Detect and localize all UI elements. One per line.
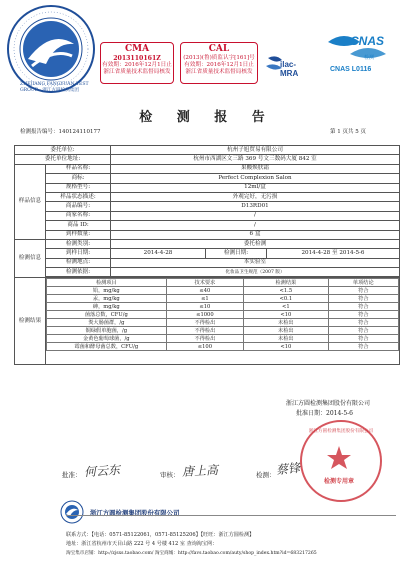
sample-value: /: [111, 221, 400, 230]
footer-contact: 联系方式：【电话：0571-85122061，0571-85125206】【旺旺：浙江方圆检测】: [66, 532, 255, 538]
test-type-value: 委托检测: [111, 239, 400, 248]
sample-row: [15, 164, 400, 173]
report-title: 检 测 报 告: [139, 110, 275, 125]
logo-ring-text: ZHEJIANG FANGYUAN TEST GROUP · 浙江方圆检测集团: [20, 82, 89, 93]
report-number-label: 检测报告编号：: [20, 129, 59, 135]
ilac-mra-logo: ilac-MRA: [262, 52, 314, 78]
results-cell-item: 金黄色葡萄球菌，/g: [47, 335, 167, 343]
results-data-row: [47, 343, 399, 351]
sample-label: 样品名称:: [46, 164, 111, 173]
report-number-line: [20, 127, 101, 135]
results-cell-result: <1: [244, 303, 328, 311]
client-addr-label: 委托单位地址:: [15, 155, 111, 164]
test-date-value: 2014-4-28 至 2014-5-6: [267, 249, 400, 258]
report-number: 140124110177: [58, 129, 101, 135]
results-cell-conclusion: 符合: [328, 303, 398, 311]
results-data-row: [47, 311, 399, 319]
sample-row: [15, 230, 400, 239]
client-addr-row: [15, 155, 400, 164]
results-cell-conclusion: 符合: [328, 343, 398, 351]
results-cell-item: 霉菌和酵母菌总数，CFU/g: [47, 343, 167, 351]
results-cell-requirement: ≤1000: [166, 311, 243, 319]
sample-label: 样品状态描述:: [46, 192, 111, 201]
sample-value: 12ml/盒: [111, 183, 400, 192]
approval-date-line: [296, 408, 353, 417]
results-cell-conclusion: 符合: [328, 335, 398, 343]
test-place-value: 本实验室: [111, 258, 400, 267]
results-cell-conclusion: 符合: [328, 327, 398, 335]
results-header-row: [47, 279, 399, 287]
client-value: 杭州子旭贸易有限公司: [111, 146, 400, 155]
results-cell-result: <10: [244, 343, 328, 351]
page-info: 第 1 页共 5 页: [330, 129, 366, 135]
tester-label: 检测：: [256, 471, 276, 479]
test-info-row: [15, 258, 400, 267]
client-row: [15, 146, 400, 155]
results-cell-result: <10: [244, 311, 328, 319]
official-stamp: [300, 420, 382, 502]
fangyuan-logo: [6, 4, 96, 94]
test-basis-label: 检测依据:: [46, 268, 111, 277]
sample-label: 商家名称:: [46, 211, 111, 220]
client-addr-value: 杭州市西湖区文三路 369 号文三数码大厦 842 室: [111, 155, 400, 164]
results-cell-requirement: ≤1: [166, 295, 243, 303]
test-place-label: 检测地点:: [46, 258, 111, 267]
results-cell-conclusion: 符合: [328, 319, 398, 327]
results-cell-result: <1.5: [244, 287, 328, 295]
results-cell-result: 未检出: [244, 327, 328, 335]
results-cell-item: 铜绿假单胞菌，/g: [47, 327, 167, 335]
results-cell-requirement: 不得检出: [166, 319, 243, 327]
sample-label: 商标:: [46, 174, 111, 183]
results-header: 检测项目: [47, 279, 167, 287]
sample-value: /: [111, 211, 400, 220]
footer-divider: [66, 515, 396, 516]
results-cell-item: 菌落总数，CFU/g: [47, 311, 167, 319]
results-table: [46, 278, 399, 351]
reviewer-signature: 唐上高: [181, 463, 219, 479]
sample-section-label: 样品信息: [15, 164, 46, 239]
stamp-center-text: 检测专用章: [323, 478, 354, 485]
sample-row: [15, 221, 400, 230]
footer-address: 地址：浙江省杭州市天目山路 222 号 4 号楼 412 室 查询淘宝网：: [66, 541, 218, 547]
results-section-label: 检测结果: [15, 278, 46, 365]
sample-label: 商品编号:: [46, 202, 111, 211]
results-cell-item: 汞，mg/kg: [47, 295, 167, 303]
sample-label: 到样数量:: [46, 230, 111, 239]
report-table: [14, 145, 400, 365]
results-cell-conclusion: 符合: [328, 295, 398, 303]
test-info-section-label: 检测信息: [15, 239, 46, 278]
test-basis-value: 化妆品卫生规范（2007 版）: [111, 268, 400, 277]
results-header: 单项结论: [328, 279, 398, 287]
results-data-row: [47, 319, 399, 327]
results-data-row: [47, 327, 399, 335]
results-cell-result: 未检出: [244, 335, 328, 343]
test-info-row: [15, 249, 400, 258]
results-data-row: [47, 295, 399, 303]
results-header: 检测结果: [244, 279, 328, 287]
results-data-row: [47, 303, 399, 311]
approver-signature: 何云东: [83, 462, 121, 480]
sample-row: [15, 211, 400, 220]
sample-row: [15, 192, 400, 201]
test-info-row: [15, 268, 400, 277]
sample-value: D13RD01: [111, 202, 400, 211]
results-cell-requirement: ≤40: [166, 287, 243, 295]
results-cell: [46, 278, 400, 365]
results-cell-result: 未检出: [244, 319, 328, 327]
sample-row: [15, 202, 400, 211]
results-cell-requirement: ≤100: [166, 343, 243, 351]
arrival-date-value: 2014-4-28: [111, 249, 206, 258]
sample-value: 外观完好，无污损: [111, 192, 400, 201]
sample-value: 6 盒: [111, 230, 400, 239]
approval-date-label: 批准日期：: [296, 410, 327, 417]
results-row: [15, 278, 400, 365]
approval-date: 2014-5-6: [326, 410, 353, 417]
results-cell-item: 铅，mg/kg: [47, 287, 167, 295]
cma-certificate: CMA 2013110161Z 有效期：2016年12月1日止 浙江省质量技术监督局核发: [100, 42, 174, 84]
test-type-label: 检测类别:: [46, 239, 111, 248]
results-cell-requirement: ≤10: [166, 303, 243, 311]
sample-label: 规格型号:: [46, 183, 111, 192]
results-cell-conclusion: 符合: [328, 287, 398, 295]
client-label: 委托单位:: [15, 146, 111, 155]
cnas-logo: CNAS 检测 CNAS L0116: [330, 34, 385, 73]
cal-certificate: CAL (2013)(鲁)质监认字[161]号 有效期：2016年12月1日止 浙江省质量技术监督局核发: [180, 42, 258, 84]
sample-label: 商品 ID:: [46, 221, 111, 230]
issuer-company: 浙江方圆检测集团股份有限公司: [286, 400, 371, 407]
results-cell-conclusion: 符合: [328, 311, 398, 319]
results-header: 技术要求: [166, 279, 243, 287]
stamp-ring-text: 浙江方圆检测集团股份有限公司: [308, 429, 374, 434]
results-cell-requirement: 不得检出: [166, 327, 243, 335]
results-cell-result: <0.1: [244, 295, 328, 303]
footer-company: 浙江方圆检测集团股份有限公司: [90, 509, 180, 517]
results-cell-requirement: 不得检出: [166, 335, 243, 343]
results-data-row: [47, 335, 399, 343]
test-info-row: [15, 239, 400, 248]
results-cell-item: 砷，mg/kg: [47, 303, 167, 311]
sample-value: 果酸焕肤霜: [111, 164, 400, 173]
sample-row: [15, 183, 400, 192]
reviewer-label: 审核：: [160, 471, 180, 479]
approver-label: 批准：: [62, 471, 82, 479]
test-date-label: 检测日期:: [206, 249, 267, 258]
tester-signature: 蔡锋: [275, 460, 301, 478]
results-data-row: [47, 287, 399, 295]
arrival-date-label: 到样日期:: [46, 249, 111, 258]
sample-value: Perfect Complexion Salon: [111, 174, 400, 183]
results-cell-item: 粪大肠菌群，/g: [47, 319, 167, 327]
footer-shop-links: 淘宝集市店铺：http://zjsxs.taobao.com/ 淘宝商城：http://favs.taobao.com/auty/shop_index.htm?id=683217265: [66, 551, 317, 556]
footer-logo: [60, 500, 84, 524]
sample-row: [15, 174, 400, 183]
